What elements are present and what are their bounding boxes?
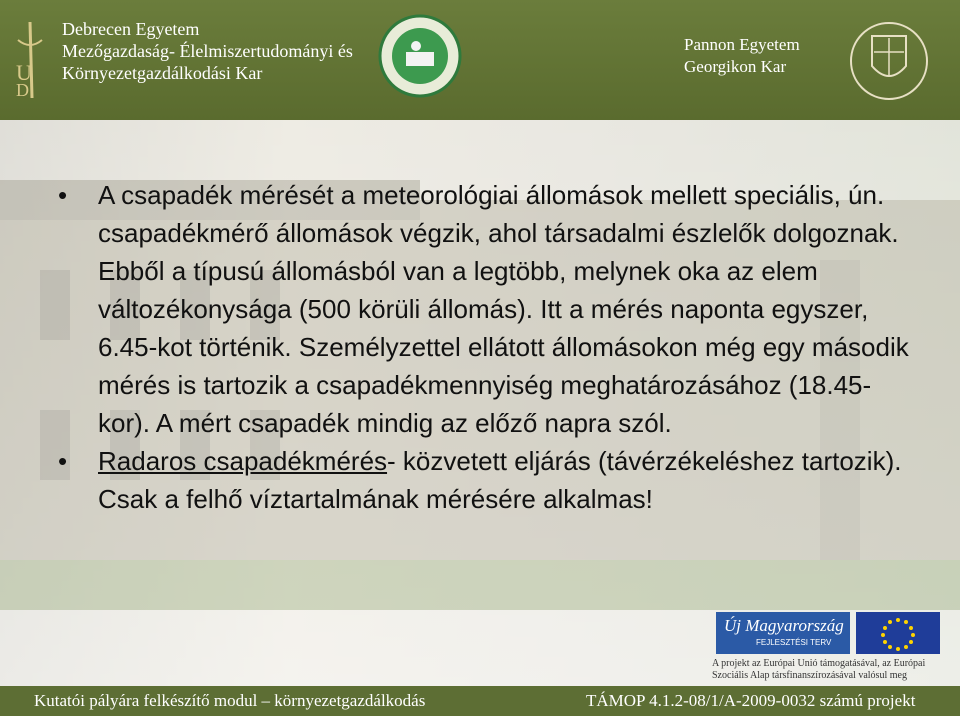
svg-text:D: D: [16, 80, 29, 100]
pannon-name: [684, 34, 800, 78]
faculty-line-1: Debrecen Egyetem: [62, 19, 200, 39]
uj-magyarorszag-sub: FEJLESZTÉSI TERV: [756, 638, 832, 647]
bullet-icon: •: [58, 446, 68, 476]
faculty-line-3: Környezetgazdálkodási Kar: [62, 63, 263, 83]
uj-magyarorszag-logo: [716, 612, 850, 654]
uj-magyarorszag-text: Új Magyarország: [724, 616, 844, 635]
bullet-list: [58, 176, 918, 518]
eu-note-line-2: Szociális Alap társfinanszírozásával valósul meg: [712, 670, 907, 681]
bullet-underlined-term: Radaros csapadékmérés: [98, 446, 388, 476]
pannon-line-2: Georgikon Kar: [684, 57, 787, 76]
eu-funding-note: [712, 658, 952, 682]
svg-text:U: U: [16, 60, 32, 85]
header-banner: [0, 0, 960, 120]
bullet-text: A csapadék mérését a meteorológiai állomások mellett speciális, ún. csapadékmérő állomások végzik, ahol társadalmi észlelők dolgoznak. Ebből a típusú állomásból van a legtöbb, melynek oka az elem változékonysága (500 körüli állomás). Itt a mérés naponta egyszer, 6.45-kot történik. Személyzettel ellátott állomásokon még egy második mérés is tartozik a csapadékmennyiség meghatározásához (18.45-kor). A mért csapadék mindig az előző napra szól.: [98, 180, 909, 438]
footer-module-title: Kutatói pályára felkészítő modul – környezetgazdálkodás: [34, 691, 426, 710]
bullet-item: [58, 442, 918, 518]
footer-project-code: TÁMOP 4.1.2-08/1/A-2009-0032 számú projekt: [586, 691, 916, 710]
bullet-icon: •: [58, 180, 68, 210]
eu-flag-icon: [856, 612, 940, 654]
pannon-crest-icon: [848, 16, 930, 106]
bullet-text: - közvetett eljárás (távérzékeléshez tartozik). Csak a felhő víztartalmának mérésére alkalmas!: [98, 446, 902, 514]
faculty-name: [62, 18, 353, 84]
university-logo-icon: [10, 20, 50, 100]
faculty-line-2: Mezőgazdaság- Élelmiszertudományi és: [62, 41, 353, 61]
bullet-item: [58, 176, 918, 442]
faculty-seal-icon: [378, 14, 462, 98]
eu-note-line-1: A projekt az Európai Unió támogatásával, az Európai: [712, 658, 926, 669]
footer-bar: [0, 686, 960, 716]
pannon-line-1: Pannon Egyetem: [684, 35, 800, 54]
